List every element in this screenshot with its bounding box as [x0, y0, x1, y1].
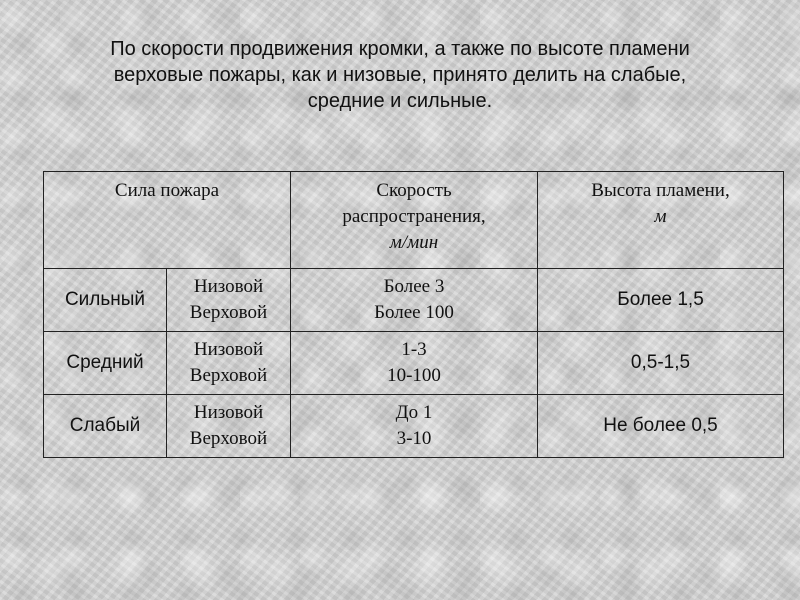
header-strength: Сила пожара: [44, 172, 291, 269]
slide-heading: [30, 36, 770, 114]
table-header-row: [44, 172, 784, 269]
strength-cell: Средний: [44, 332, 167, 395]
header-height: Высота пламени, м: [538, 172, 784, 269]
speed-cell: Более 3 Более 100: [291, 269, 538, 332]
strength-cell: Слабый: [44, 395, 167, 458]
fire-type-cell: Низовой Верховой: [167, 269, 291, 332]
fire-type-cell: Низовой Верховой: [167, 332, 291, 395]
speed-cell: До 1 3-10: [291, 395, 538, 458]
flame-height-cell: Не более 0,5: [538, 395, 784, 458]
table-row: [44, 332, 784, 395]
header-speed: Скорость распространения, м/мин: [291, 172, 538, 269]
flame-height-cell: Более 1,5: [538, 269, 784, 332]
strength-cell: Сильный: [44, 269, 167, 332]
flame-height-cell: 0,5-1,5: [538, 332, 784, 395]
heading-line-2: верховые пожары, как и низовые, принято делить на слабые,: [113, 64, 687, 86]
heading-line-3: средние и сильные.: [307, 90, 493, 112]
heading-line-1: По скорости продвижения кромки, а также по высоте пламени: [110, 38, 690, 60]
table-row: [44, 269, 784, 332]
fire-type-cell: Низовой Верховой: [167, 395, 291, 458]
table-row: [44, 395, 784, 458]
fire-strength-table: [43, 171, 784, 458]
speed-cell: 1-3 10-100: [291, 332, 538, 395]
